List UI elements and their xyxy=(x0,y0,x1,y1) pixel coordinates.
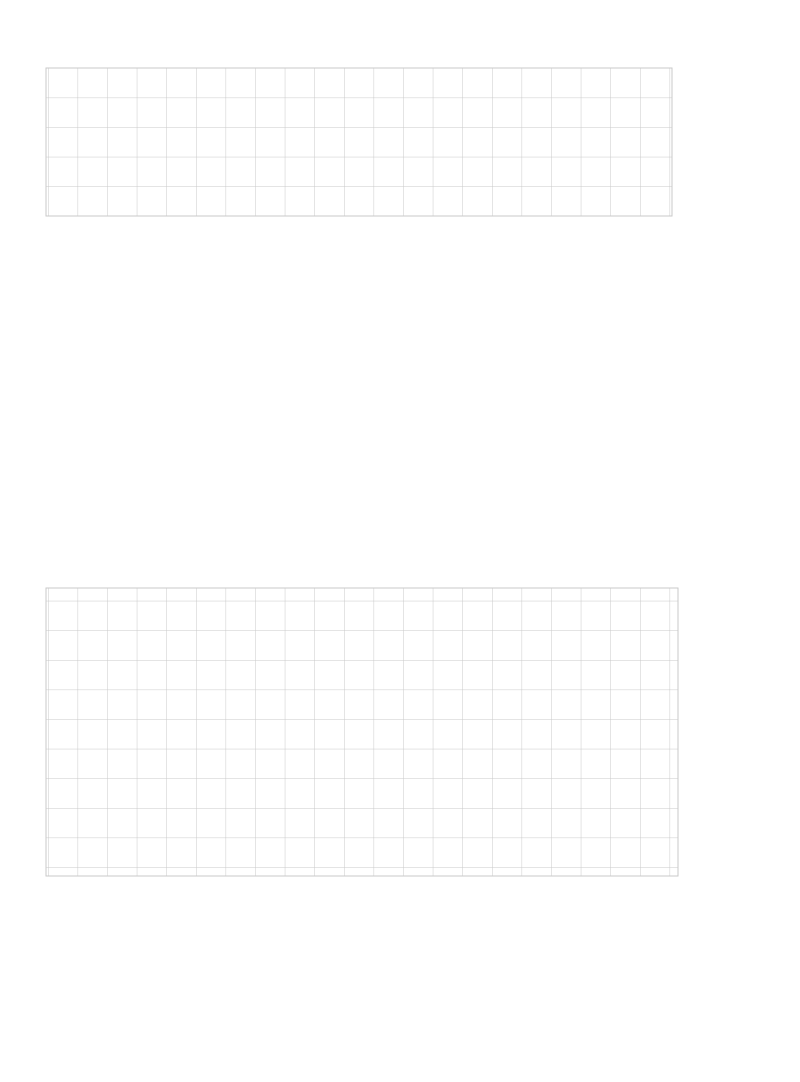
bottom-grid xyxy=(46,588,678,876)
top-grid xyxy=(46,68,672,216)
